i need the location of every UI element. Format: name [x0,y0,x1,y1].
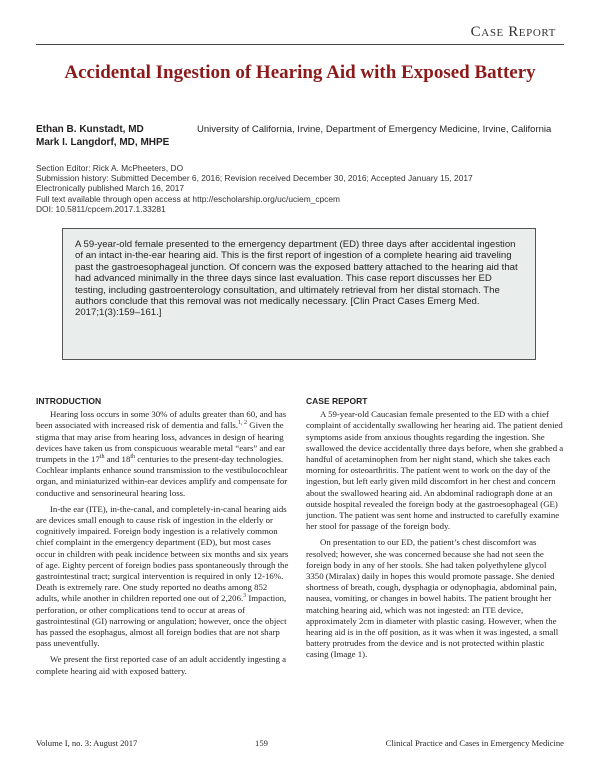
article-title: Accidental Ingestion of Hearing Aid with Exposed Battery [64,62,536,83]
volume-info: Volume I, no. 3: August 2017 [36,738,138,748]
article-metadata [36,163,473,214]
author-name: Mark I. Langdorf, MD, MHPE [36,137,170,148]
right-column [306,396,564,666]
abstract-text: A 59-year-old female presented to the emergency department (ED) three days after accidental ingestion of an intact in-the-ear hearing aid. This is the first report of ingestion of a complete hearing aid traveling past the gastroesophageal junction. Of concern was the exposed battery attached to the hearing aid that had advanced minimally in the three days since last evaluation. This case report discusses her ED testing, including gastroenterology consultation, and ultimately retrieval from her distal stomach. The authors conclude that this removal was not medically necessary. [Clin Pract Cases Emerg Med. 2017;1(3):159–161.] [75,239,518,319]
introduction-paragraph: Hearing loss occurs in some 30% of adults greater than 60, and has been associated with increased risk of dementia and falls.$^{1, 2}$ Given the stigma that may arise from hearing loss, advances in design of hearing devices have taken us from conspicuous wearable metal “ears” and ear trumpets in the 17th and 18th centuries to the present-day technologies. Cochlear implants enhance sound transmission to the vestibulocochlear organ, and miniaturized within-ear devices amplify and compensate for conductive and sensorineural hearing loss. [36,409,288,498]
citation: 1, 2 [238,420,248,427]
author-name: Ethan B. Kunstadt, MD [36,124,144,135]
citation: 3 [243,593,247,600]
left-column [36,396,292,682]
author-list [36,123,169,149]
fulltext-link[interactable]: Full text available through open access at http://escholarship.org/uc/uciem_cpcem [36,193,340,204]
affiliation: University of California, Irvine, Department of Emergency Medicine, Irvine, California [197,124,552,135]
case-report-paragraph: On presentation to our ED, the patient’s chest discomfort was resolved; however, she was concerned because she had not seen the foreign body in any of her stools. She had taken polyethylene glycol 3350 (Miralax) daily in hopes this would promote passage. She denied shortness of breath, cough, dysphagia or odynophagia, abdominal pain, nausea, vomiting, or changes in bowel habits. The patient brought her matching hearing aid, which was not ingested: an ITE device, approximately 2cm in diameter with plastic casing. However, when the hearing aid is in the off position, as it was when it was ingested, a small battery protrudes from the device and is not protected within plastic casing (Image 1). [306,537,559,660]
case-report-paragraph: A 59-year-old Caucasian female presented to the ED with a chief complaint of accidentally swallowing her hearing aid. The patient denied symptoms aside from anxious thoughts regarding the ingestion. She swallowed the device accidentally three days before, when she grabbed a handful of acetaminophen from her night stand, which she takes each morning for osteoarthritis. The patient went to work on the day of the ingestion, but left early given mild discomfort in her chest and concern about the swallowed hearing aid. An abdominal radiograph done at an outside hospital revealed the foreign body at the gastroesophageal (GE) junction. The patient was sent home and instructed to carefully examine her stool for passage of the foreign body. [306,409,564,532]
publication-date: Electronically published March 16, 2017 [36,183,185,194]
header-rule [36,44,564,45]
introduction-paragraph: We present the first reported case of an adult accidently ingesting a complete hearing aid with exposed battery. [36,654,286,676]
page-number: 159 [255,738,268,748]
section-label: Case Report [470,24,556,40]
page-footer [36,738,564,748]
abstract-box [62,228,536,360]
introduction-heading: INTRODUCTION [36,396,102,406]
introduction-paragraph: In-the ear (ITE), in-the-canal, and completely-in-canal hearing aids are devices small enough to cause risk of ingestion in the elderly or cognitively impaired. Foreign body ingestion is a relatively common chief complaint in the emergency department (ED), but most cases occur in children with peak incidence between six months and six years of age. Eighty percent of foreign bodies pass spontaneously through the gastrointestinal tract; surgical intervention is required in only 12-16%. Death is extremely rare. One study reported no deaths among 852 adults, while another in children reported one out of 2,206.$^3$ Impaction, perforation, or other complications tend to occur at areas of gastrointestinal (GI) narrowing or angulation; however, once the object has passed the esophagus, almost all foreign bodies that are not sharp pass uneventfully. [36,503,289,649]
journal-name: Clinical Practice and Cases in Emergency Medicine [385,738,564,748]
section-editor: Section Editor: Rick A. McPheeters, DO [36,163,184,173]
doi[interactable]: DOI: 10.5811/cpcem.2017.1.33281 [36,203,166,214]
case-report-heading: CASE REPORT [306,396,368,406]
submission-history: Submission history: Submitted December 6, 2016; Revision received December 30, 2016; Accepted January 15, 2017 [36,173,473,184]
